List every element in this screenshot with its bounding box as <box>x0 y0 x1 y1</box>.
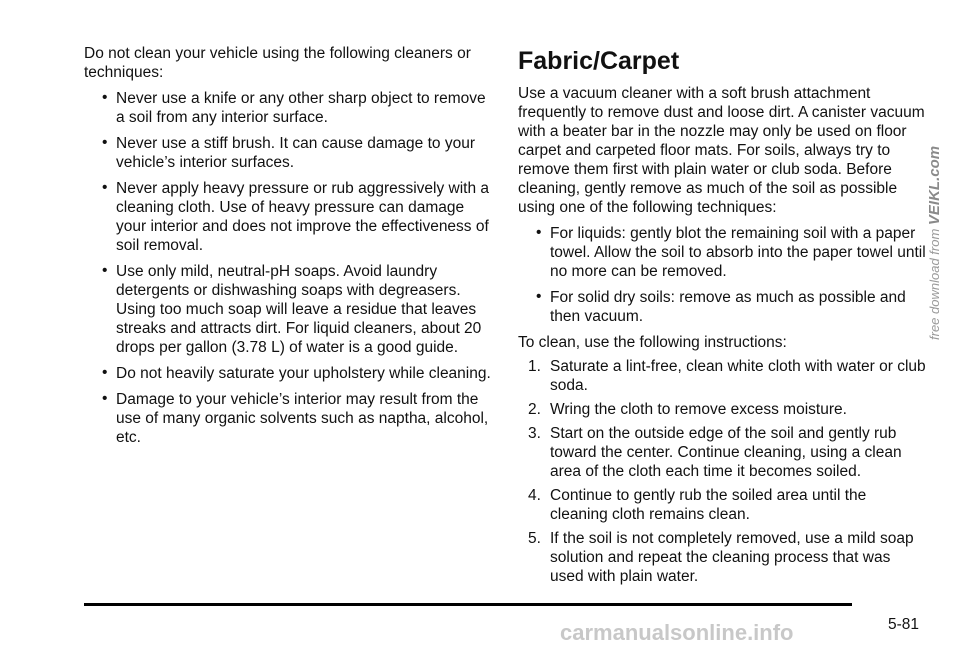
watermark-prefix: free download from <box>927 228 942 340</box>
step-number: 3. <box>528 425 541 442</box>
list-item <box>518 357 926 395</box>
list-item <box>518 486 926 524</box>
step-text: Start on the outside edge of the soil and gently rub toward the center. Continue cleaning, using a clean area of the cloth each time it becomes soiled. <box>550 425 902 480</box>
cleaner-warnings-list <box>84 89 494 447</box>
list-item: • Damage to your vehicle’s interior may result from the use of many organic solvents such as naptha, alcohol, etc. <box>84 390 494 447</box>
step-number: 4. <box>528 487 541 504</box>
list-item: • Never apply heavy pressure or rub aggressively with a cleaning cloth. Use of heavy pressure can damage your interior and does not improve the effectiveness of soil removal. <box>84 179 494 255</box>
step-text: Wring the cloth to remove excess moisture. <box>550 401 847 418</box>
list-item: • Do not heavily saturate your upholstery while cleaning. <box>84 364 494 383</box>
list-item <box>518 424 926 481</box>
side-watermark <box>926 80 950 340</box>
list-item <box>518 529 926 586</box>
soil-removal-list <box>518 224 926 326</box>
left-column <box>84 44 494 447</box>
list-item: • Use only mild, neutral-pH soaps. Avoid laundry detergents or dishwashing soaps with degreasers. Using too much soap will leave a residue that leaves streaks and attracts dirt. For liquid cleaners, about 20 drops per gallon (3.78 L) of water is a good guide. <box>84 262 494 357</box>
step-text: Saturate a lint-free, clean white cloth with water or club soda. <box>550 358 926 394</box>
right-column <box>518 44 926 586</box>
cleaning-steps-list <box>518 357 926 586</box>
watermark-brand: VEIKL.com <box>926 145 943 226</box>
list-item <box>518 400 926 419</box>
left-intro: Do not clean your vehicle using the following cleaners or techniques: <box>84 45 471 81</box>
footer-rule <box>84 603 852 606</box>
step-number: 2. <box>528 401 541 418</box>
step-number: 5. <box>528 530 541 547</box>
list-item: • For liquids: gently blot the remaining soil with a paper towel. Allow the soil to absorb into the paper towel until no more can be removed. <box>518 224 926 281</box>
steps-intro: To clean, use the following instructions: <box>518 334 787 351</box>
step-text: Continue to gently rub the soiled area until the cleaning cloth remains clean. <box>550 487 867 523</box>
list-item: • For solid dry soils: remove as much as possible and then vacuum. <box>518 288 926 326</box>
footer-site-watermark: carmanualsonline.info <box>560 620 794 645</box>
list-item: • Never use a knife or any other sharp object to remove a soil from any interior surface. <box>84 89 494 127</box>
list-item: • Never use a stiff brush. It can cause damage to your vehicle’s interior surfaces. <box>84 134 494 172</box>
step-text: If the soil is not completely removed, use a mild soap solution and repeat the cleaning process that was used with plain water. <box>550 530 914 585</box>
section-heading: Fabric/Carpet <box>518 47 680 75</box>
step-number: 1. <box>528 358 541 375</box>
page-number: 5-81 <box>888 616 920 633</box>
right-intro: Use a vacuum cleaner with a soft brush attachment frequently to remove dust and loose dirt. A canister vacuum with a beater bar in the nozzle may only be used on floor carpet and carpeted floor mats. For soils, always try to remove them first with plain water or club soda. Before cleaning, gently remove as much of the soil as possible using one of the following techniques: <box>518 85 925 216</box>
